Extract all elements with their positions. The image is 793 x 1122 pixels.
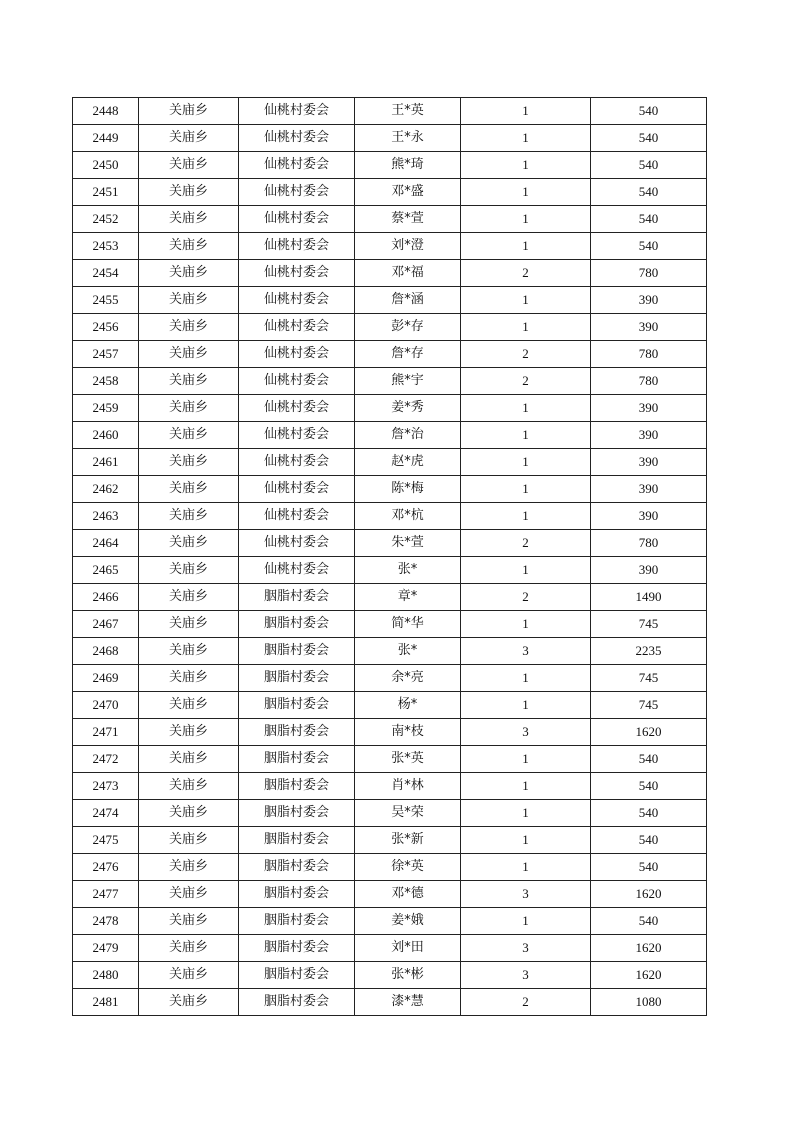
cell-count: 2 <box>461 989 591 1016</box>
cell-index: 2451 <box>73 179 139 206</box>
cell-village-committee: 胭脂村委会 <box>239 746 355 773</box>
cell-name: 詹*涵 <box>355 287 461 314</box>
cell-count: 1 <box>461 611 591 638</box>
cell-name: 熊*宇 <box>355 368 461 395</box>
cell-township: 关庙乡 <box>139 611 239 638</box>
table-row <box>73 179 707 206</box>
cell-amount: 540 <box>591 179 707 206</box>
cell-village-committee: 仙桃村委会 <box>239 233 355 260</box>
cell-village-committee: 胭脂村委会 <box>239 638 355 665</box>
cell-village-committee: 胭脂村委会 <box>239 800 355 827</box>
cell-amount: 1080 <box>591 989 707 1016</box>
table-row <box>73 584 707 611</box>
table-row <box>73 989 707 1016</box>
cell-village-committee: 胭脂村委会 <box>239 719 355 746</box>
cell-count: 1 <box>461 179 591 206</box>
cell-village-committee: 仙桃村委会 <box>239 449 355 476</box>
cell-name: 刘*澄 <box>355 233 461 260</box>
cell-village-committee: 胭脂村委会 <box>239 989 355 1016</box>
cell-index: 2450 <box>73 152 139 179</box>
cell-count: 2 <box>461 368 591 395</box>
cell-count: 1 <box>461 503 591 530</box>
cell-count: 1 <box>461 395 591 422</box>
cell-index: 2478 <box>73 908 139 935</box>
cell-township: 关庙乡 <box>139 557 239 584</box>
table-row <box>73 206 707 233</box>
cell-amount: 540 <box>591 854 707 881</box>
cell-township: 关庙乡 <box>139 962 239 989</box>
cell-name: 赵*虎 <box>355 449 461 476</box>
cell-name: 杨* <box>355 692 461 719</box>
cell-count: 1 <box>461 665 591 692</box>
cell-amount: 1620 <box>591 881 707 908</box>
cell-index: 2473 <box>73 773 139 800</box>
cell-amount: 390 <box>591 503 707 530</box>
table-row <box>73 935 707 962</box>
cell-count: 1 <box>461 773 591 800</box>
cell-index: 2464 <box>73 530 139 557</box>
table-row <box>73 260 707 287</box>
cell-amount: 390 <box>591 422 707 449</box>
cell-amount: 540 <box>591 827 707 854</box>
cell-name: 章* <box>355 584 461 611</box>
cell-village-committee: 仙桃村委会 <box>239 368 355 395</box>
cell-township: 关庙乡 <box>139 476 239 503</box>
cell-village-committee: 仙桃村委会 <box>239 98 355 125</box>
cell-village-committee: 胭脂村委会 <box>239 584 355 611</box>
cell-count: 1 <box>461 746 591 773</box>
table-row <box>73 773 707 800</box>
cell-amount: 390 <box>591 395 707 422</box>
cell-index: 2463 <box>73 503 139 530</box>
cell-amount: 540 <box>591 98 707 125</box>
cell-count: 1 <box>461 692 591 719</box>
table-row <box>73 449 707 476</box>
cell-township: 关庙乡 <box>139 719 239 746</box>
cell-index: 2476 <box>73 854 139 881</box>
table-row <box>73 746 707 773</box>
cell-index: 2449 <box>73 125 139 152</box>
table-row <box>73 908 707 935</box>
cell-village-committee: 仙桃村委会 <box>239 341 355 368</box>
cell-township: 关庙乡 <box>139 125 239 152</box>
cell-amount: 390 <box>591 449 707 476</box>
cell-township: 关庙乡 <box>139 395 239 422</box>
cell-township: 关庙乡 <box>139 530 239 557</box>
table-row <box>73 368 707 395</box>
cell-count: 2 <box>461 530 591 557</box>
cell-township: 关庙乡 <box>139 989 239 1016</box>
cell-village-committee: 胭脂村委会 <box>239 854 355 881</box>
cell-name: 姜*秀 <box>355 395 461 422</box>
cell-name: 詹*治 <box>355 422 461 449</box>
cell-amount: 1620 <box>591 962 707 989</box>
cell-count: 1 <box>461 152 591 179</box>
cell-township: 关庙乡 <box>139 665 239 692</box>
table-row <box>73 800 707 827</box>
cell-township: 关庙乡 <box>139 287 239 314</box>
cell-township: 关庙乡 <box>139 368 239 395</box>
cell-township: 关庙乡 <box>139 98 239 125</box>
cell-name: 蔡*萱 <box>355 206 461 233</box>
cell-name: 邓*福 <box>355 260 461 287</box>
cell-count: 3 <box>461 962 591 989</box>
cell-count: 2 <box>461 341 591 368</box>
cell-count: 1 <box>461 449 591 476</box>
cell-village-committee: 仙桃村委会 <box>239 260 355 287</box>
cell-township: 关庙乡 <box>139 638 239 665</box>
cell-amount: 540 <box>591 773 707 800</box>
cell-township: 关庙乡 <box>139 422 239 449</box>
cell-village-committee: 胭脂村委会 <box>239 962 355 989</box>
cell-amount: 745 <box>591 611 707 638</box>
cell-township: 关庙乡 <box>139 746 239 773</box>
table-row <box>73 557 707 584</box>
cell-name: 朱*萱 <box>355 530 461 557</box>
cell-amount: 390 <box>591 557 707 584</box>
cell-index: 2468 <box>73 638 139 665</box>
cell-township: 关庙乡 <box>139 827 239 854</box>
cell-amount: 780 <box>591 260 707 287</box>
cell-index: 2462 <box>73 476 139 503</box>
cell-township: 关庙乡 <box>139 935 239 962</box>
cell-township: 关庙乡 <box>139 773 239 800</box>
cell-amount: 1490 <box>591 584 707 611</box>
cell-count: 1 <box>461 125 591 152</box>
cell-index: 2474 <box>73 800 139 827</box>
cell-township: 关庙乡 <box>139 800 239 827</box>
table-row <box>73 665 707 692</box>
cell-village-committee: 仙桃村委会 <box>239 476 355 503</box>
cell-village-committee: 仙桃村委会 <box>239 152 355 179</box>
cell-index: 2457 <box>73 341 139 368</box>
cell-amount: 390 <box>591 287 707 314</box>
cell-name: 张*彬 <box>355 962 461 989</box>
table-row <box>73 395 707 422</box>
cell-index: 2479 <box>73 935 139 962</box>
table-row <box>73 881 707 908</box>
table-row <box>73 962 707 989</box>
cell-township: 关庙乡 <box>139 314 239 341</box>
cell-index: 2477 <box>73 881 139 908</box>
cell-township: 关庙乡 <box>139 908 239 935</box>
cell-name: 南*枝 <box>355 719 461 746</box>
cell-village-committee: 仙桃村委会 <box>239 503 355 530</box>
cell-village-committee: 胭脂村委会 <box>239 773 355 800</box>
cell-village-committee: 仙桃村委会 <box>239 422 355 449</box>
cell-count: 3 <box>461 638 591 665</box>
cell-amount: 540 <box>591 206 707 233</box>
table-row <box>73 854 707 881</box>
cell-amount: 540 <box>591 152 707 179</box>
cell-count: 1 <box>461 827 591 854</box>
table-row <box>73 638 707 665</box>
cell-amount: 1620 <box>591 935 707 962</box>
cell-name: 张*英 <box>355 746 461 773</box>
cell-township: 关庙乡 <box>139 233 239 260</box>
cell-name: 张*新 <box>355 827 461 854</box>
cell-name: 熊*琦 <box>355 152 461 179</box>
cell-index: 2453 <box>73 233 139 260</box>
table-row <box>73 692 707 719</box>
table-row <box>73 530 707 557</box>
table-row <box>73 476 707 503</box>
cell-name: 徐*英 <box>355 854 461 881</box>
table-row <box>73 827 707 854</box>
cell-township: 关庙乡 <box>139 503 239 530</box>
cell-amount: 780 <box>591 368 707 395</box>
cell-township: 关庙乡 <box>139 854 239 881</box>
cell-amount: 390 <box>591 476 707 503</box>
table-row <box>73 719 707 746</box>
cell-name: 邓*德 <box>355 881 461 908</box>
cell-count: 1 <box>461 908 591 935</box>
cell-index: 2465 <box>73 557 139 584</box>
cell-index: 2460 <box>73 422 139 449</box>
cell-index: 2480 <box>73 962 139 989</box>
cell-count: 3 <box>461 935 591 962</box>
cell-name: 邓*杭 <box>355 503 461 530</box>
cell-index: 2481 <box>73 989 139 1016</box>
table-row <box>73 233 707 260</box>
cell-township: 关庙乡 <box>139 341 239 368</box>
cell-name: 刘*田 <box>355 935 461 962</box>
cell-amount: 1620 <box>591 719 707 746</box>
table-row <box>73 341 707 368</box>
cell-name: 王*英 <box>355 98 461 125</box>
cell-index: 2461 <box>73 449 139 476</box>
cell-village-committee: 仙桃村委会 <box>239 206 355 233</box>
cell-index: 2469 <box>73 665 139 692</box>
cell-index: 2459 <box>73 395 139 422</box>
table-row <box>73 98 707 125</box>
cell-amount: 540 <box>591 800 707 827</box>
cell-index: 2472 <box>73 746 139 773</box>
cell-count: 2 <box>461 584 591 611</box>
cell-village-committee: 仙桃村委会 <box>239 125 355 152</box>
cell-index: 2455 <box>73 287 139 314</box>
cell-name: 邓*盛 <box>355 179 461 206</box>
cell-count: 1 <box>461 854 591 881</box>
data-table <box>72 97 707 1016</box>
table-row <box>73 422 707 449</box>
cell-count: 1 <box>461 557 591 584</box>
cell-name: 余*亮 <box>355 665 461 692</box>
cell-count: 1 <box>461 206 591 233</box>
cell-amount: 780 <box>591 341 707 368</box>
cell-count: 1 <box>461 476 591 503</box>
cell-amount: 540 <box>591 125 707 152</box>
cell-amount: 390 <box>591 314 707 341</box>
cell-count: 3 <box>461 719 591 746</box>
cell-name: 陈*梅 <box>355 476 461 503</box>
cell-village-committee: 仙桃村委会 <box>239 179 355 206</box>
cell-index: 2452 <box>73 206 139 233</box>
cell-name: 詹*存 <box>355 341 461 368</box>
cell-village-committee: 胭脂村委会 <box>239 827 355 854</box>
cell-index: 2448 <box>73 98 139 125</box>
cell-amount: 780 <box>591 530 707 557</box>
cell-amount: 540 <box>591 908 707 935</box>
cell-name: 吴*荣 <box>355 800 461 827</box>
table-row <box>73 611 707 638</box>
cell-index: 2470 <box>73 692 139 719</box>
cell-village-committee: 仙桃村委会 <box>239 287 355 314</box>
cell-name: 肖*林 <box>355 773 461 800</box>
cell-count: 2 <box>461 260 591 287</box>
cell-township: 关庙乡 <box>139 206 239 233</box>
cell-index: 2458 <box>73 368 139 395</box>
cell-count: 1 <box>461 422 591 449</box>
cell-index: 2456 <box>73 314 139 341</box>
cell-village-committee: 胭脂村委会 <box>239 908 355 935</box>
cell-index: 2467 <box>73 611 139 638</box>
cell-name: 姜*娥 <box>355 908 461 935</box>
cell-amount: 2235 <box>591 638 707 665</box>
cell-village-committee: 胭脂村委会 <box>239 935 355 962</box>
cell-name: 彭*存 <box>355 314 461 341</box>
cell-village-committee: 胭脂村委会 <box>239 611 355 638</box>
cell-township: 关庙乡 <box>139 179 239 206</box>
table-row <box>73 314 707 341</box>
cell-index: 2471 <box>73 719 139 746</box>
cell-count: 1 <box>461 98 591 125</box>
cell-name: 张* <box>355 638 461 665</box>
cell-village-committee: 胭脂村委会 <box>239 665 355 692</box>
cell-count: 1 <box>461 800 591 827</box>
table-body <box>73 98 707 1016</box>
cell-amount: 745 <box>591 665 707 692</box>
cell-count: 1 <box>461 233 591 260</box>
cell-township: 关庙乡 <box>139 449 239 476</box>
cell-township: 关庙乡 <box>139 692 239 719</box>
cell-name: 张* <box>355 557 461 584</box>
table-row <box>73 152 707 179</box>
cell-township: 关庙乡 <box>139 260 239 287</box>
cell-township: 关庙乡 <box>139 584 239 611</box>
cell-name: 漆*慧 <box>355 989 461 1016</box>
cell-village-committee: 仙桃村委会 <box>239 314 355 341</box>
cell-count: 1 <box>461 287 591 314</box>
cell-village-committee: 胭脂村委会 <box>239 881 355 908</box>
cell-village-committee: 仙桃村委会 <box>239 395 355 422</box>
cell-count: 3 <box>461 881 591 908</box>
cell-count: 1 <box>461 314 591 341</box>
cell-index: 2475 <box>73 827 139 854</box>
cell-village-committee: 仙桃村委会 <box>239 530 355 557</box>
cell-village-committee: 仙桃村委会 <box>239 557 355 584</box>
cell-name: 王*永 <box>355 125 461 152</box>
cell-township: 关庙乡 <box>139 152 239 179</box>
cell-index: 2454 <box>73 260 139 287</box>
cell-amount: 540 <box>591 233 707 260</box>
cell-amount: 745 <box>591 692 707 719</box>
cell-township: 关庙乡 <box>139 881 239 908</box>
cell-index: 2466 <box>73 584 139 611</box>
table-row <box>73 287 707 314</box>
table-row <box>73 503 707 530</box>
cell-name: 简*华 <box>355 611 461 638</box>
cell-amount: 540 <box>591 746 707 773</box>
table-row <box>73 125 707 152</box>
cell-village-committee: 胭脂村委会 <box>239 692 355 719</box>
